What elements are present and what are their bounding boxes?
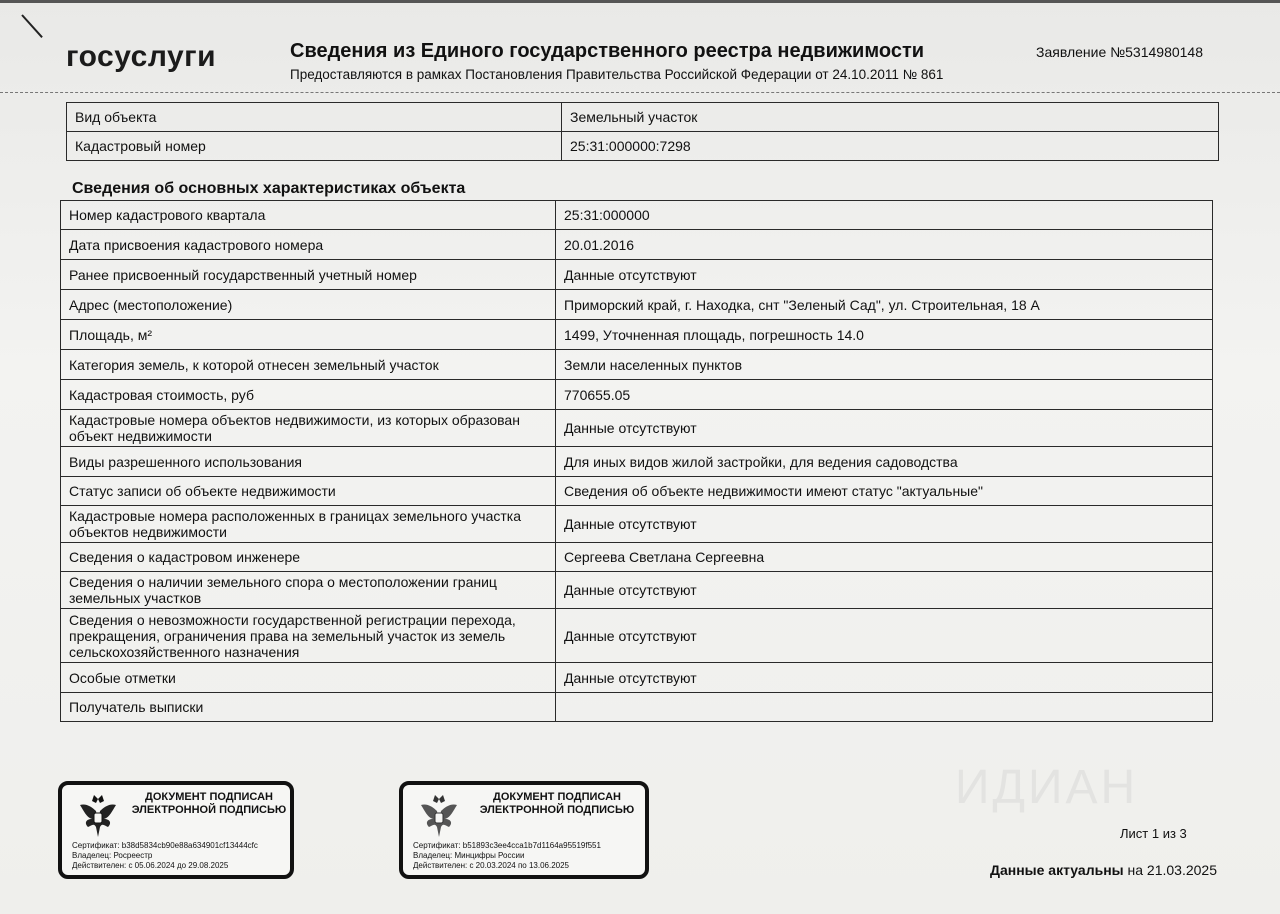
row-label: Сведения о кадастровом инженере <box>61 543 556 572</box>
row-value: Данные отсутствуют <box>556 260 1213 290</box>
table-row <box>61 260 1213 290</box>
section-title: Сведения об основных характеристиках объекта <box>72 180 466 197</box>
table-row <box>61 201 1213 230</box>
row-value: Данные отсутствуют <box>556 572 1213 609</box>
row-value: Данные отсутствуют <box>556 663 1213 693</box>
table-row <box>61 447 1213 477</box>
table-row <box>67 132 1219 161</box>
document-title: Сведения из Единого государственного реестра недвижимости <box>290 40 925 62</box>
signature-stamp-rosreestr <box>58 781 294 879</box>
row-label: Сведения о невозможности государственной регистрации перехода, прекращения, ограничения права на земельный участок из земель сельскохозяйственного назначения <box>61 609 556 663</box>
table-row <box>61 410 1213 447</box>
header-divider <box>0 92 1280 94</box>
row-label: Площадь, м² <box>61 320 556 350</box>
actual-date: на 21.03.2025 <box>1127 862 1217 878</box>
row-label: Адрес (местоположение) <box>61 290 556 320</box>
background-watermark: ИДИАН <box>955 761 1139 814</box>
gosuslugi-logo: госуслуги <box>66 40 217 73</box>
stamp-owner: Владелец: Росреестр <box>72 851 153 860</box>
row-value: Данные отсутствуют <box>556 609 1213 663</box>
row-label: Особые отметки <box>61 663 556 693</box>
row-value: 25:31:000000:7298 <box>562 132 1219 161</box>
row-label: Получатель выписки <box>61 693 556 722</box>
row-value: 20.01.2016 <box>556 230 1213 260</box>
table-row <box>61 380 1213 410</box>
row-label: Дата присвоения кадастрового номера <box>61 230 556 260</box>
table-row <box>61 290 1213 320</box>
table-row <box>61 572 1213 609</box>
characteristics-table <box>60 200 1213 722</box>
stamp-validity: Действителен: с 05.06.2024 до 29.08.2025 <box>72 861 229 870</box>
row-label: Кадастровый номер <box>67 132 562 161</box>
table-row <box>61 320 1213 350</box>
table-row <box>61 506 1213 543</box>
row-value: Земли населенных пунктов <box>556 350 1213 380</box>
stamp-certificate: Сертификат: b51893c3ee4cca1b7d1164a95519f551 <box>413 841 601 850</box>
row-label: Сведения о наличии земельного спора о местоположении границ земельных участков <box>61 572 556 609</box>
row-label: Кадастровые номера объектов недвижимости, из которых образован объект недвижимости <box>61 410 556 447</box>
stamp-certificate: Сертификат: b38d5834cb90e88a634901cf13444cfc <box>72 841 258 850</box>
row-value: Данные отсутствуют <box>556 410 1213 447</box>
document-subtitle: Предоставляются в рамках Постановления Правительства Российской Федерации от 24.10.2011 № 861 <box>290 67 944 82</box>
table-row <box>61 693 1213 722</box>
row-label: Кадастровые номера расположенных в границах земельного участка объектов недвижимости <box>61 506 556 543</box>
row-value: 1499, Уточненная площадь, погрешность 14.0 <box>556 320 1213 350</box>
row-value: Приморский край, г. Находка, снт "Зеленый Сад", ул. Строительная, 18 А <box>556 290 1213 320</box>
double-headed-eagle-icon <box>417 793 461 839</box>
page-top-edge <box>0 0 1280 3</box>
stamp-validity: Действителен: с 20.03.2024 по 13.06.2025 <box>413 861 569 870</box>
table-row <box>61 663 1213 693</box>
table-row <box>67 103 1219 132</box>
sheet-number: Лист 1 из 3 <box>1120 826 1187 841</box>
row-value <box>556 693 1213 722</box>
table-row <box>61 543 1213 572</box>
row-label: Номер кадастрового квартала <box>61 201 556 230</box>
row-label: Кадастровая стоимость, руб <box>61 380 556 410</box>
double-headed-eagle-icon <box>76 793 120 839</box>
row-value: 25:31:000000 <box>556 201 1213 230</box>
stamp-owner: Владелец: Минцифры России <box>413 851 525 860</box>
row-value: Земельный участок <box>562 103 1219 132</box>
table-row <box>61 230 1213 260</box>
row-value: Для иных видов жилой застройки, для ведения садоводства <box>556 447 1213 477</box>
stamp-title: ДОКУМЕНТ ПОДПИСАН ЭЛЕКТРОННОЙ ПОДПИСЬЮ <box>131 791 287 816</box>
row-value: Данные отсутствуют <box>556 506 1213 543</box>
data-actual-date <box>990 862 1217 878</box>
row-value: 770655.05 <box>556 380 1213 410</box>
row-value: Сергеева Светлана Сергеевна <box>556 543 1213 572</box>
object-table <box>66 102 1219 161</box>
actual-label: Данные актуальны <box>990 862 1124 878</box>
table-row <box>61 350 1213 380</box>
application-number: Заявление №5314980148 <box>1036 44 1204 60</box>
row-label: Вид объекта <box>67 103 562 132</box>
row-value: Сведения об объекте недвижимости имеют статус "актуальные" <box>556 477 1213 506</box>
table-row <box>61 609 1213 663</box>
row-label: Виды разрешенного использования <box>61 447 556 477</box>
row-label: Ранее присвоенный государственный учетный номер <box>61 260 556 290</box>
row-label: Категория земель, к которой отнесен земельный участок <box>61 350 556 380</box>
stamp-title: ДОКУМЕНТ ПОДПИСАН ЭЛЕКТРОННОЙ ПОДПИСЬЮ <box>479 791 635 816</box>
signature-stamp-mintsifry <box>399 781 649 879</box>
table-row <box>61 477 1213 506</box>
row-label: Статус записи об объекте недвижимости <box>61 477 556 506</box>
